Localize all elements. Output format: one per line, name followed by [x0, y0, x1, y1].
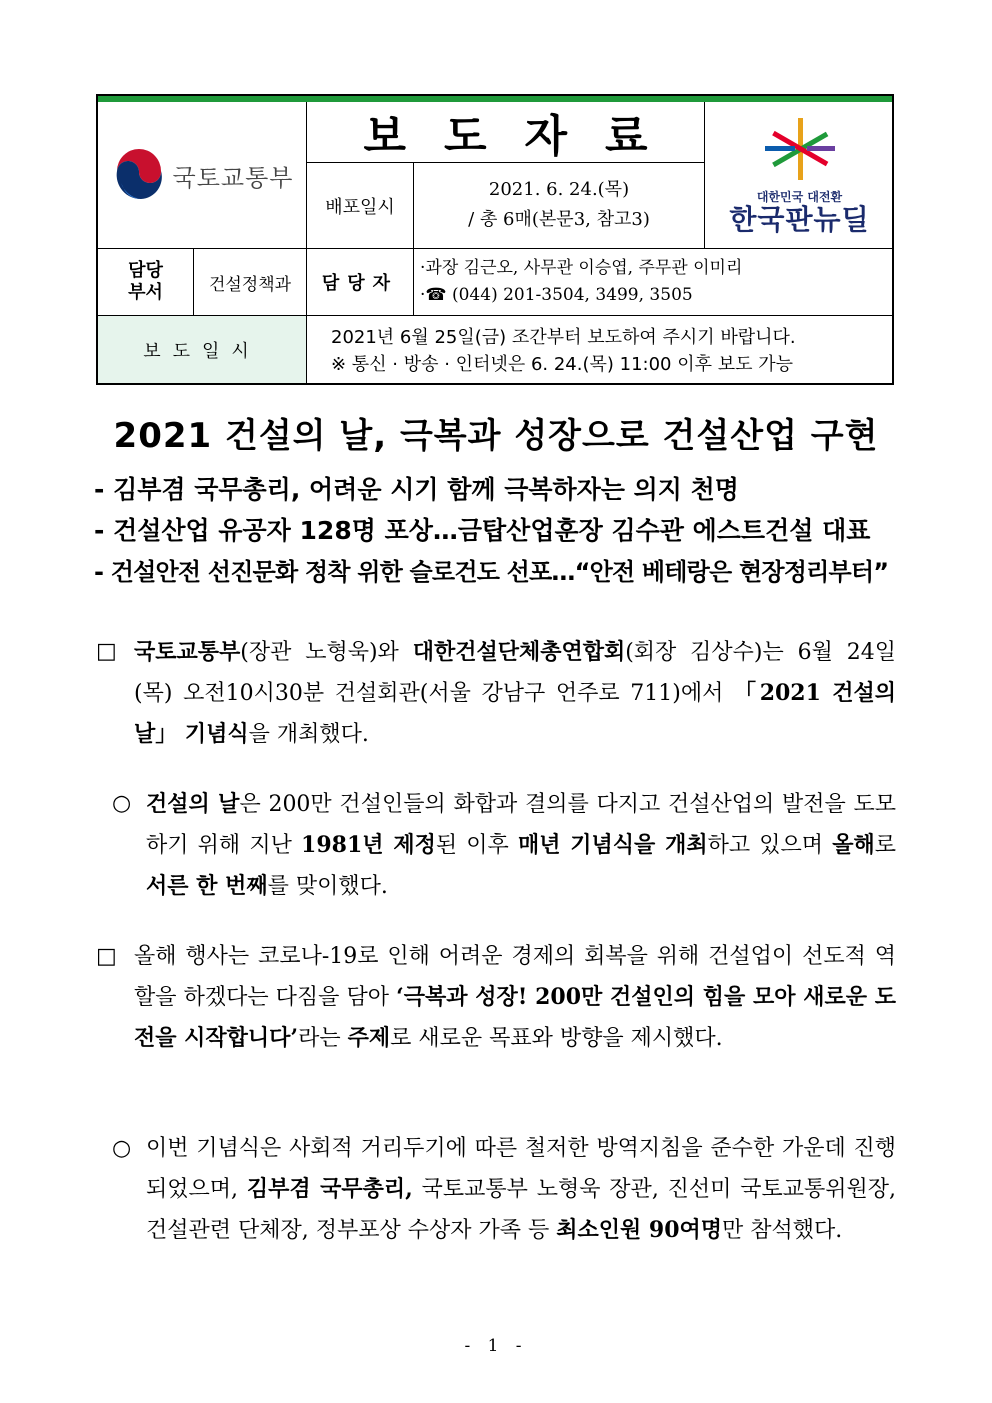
- paragraph-1: [96, 632, 896, 755]
- text: 라는: [298, 1026, 348, 1051]
- responsible-phone: ·☎ (044) 201-3504, 3499, 3505: [420, 285, 693, 305]
- responsible-label: 담당자: [321, 273, 399, 294]
- text: 하고 있으며: [707, 833, 833, 858]
- square-bullet: □: [96, 944, 117, 969]
- taegeuk-icon: [111, 147, 167, 203]
- department-label: [98, 249, 193, 315]
- korean-new-deal-logo: [705, 102, 894, 248]
- subtitle-3: - 건설안전 선진문화 정착 위한 슬로건도 선포…“안전 베테랑은 현장정리부터”: [94, 558, 889, 586]
- new-deal-subtitle: 대한민국 대전환: [756, 190, 843, 204]
- text: 김부겸 국무총리,: [246, 1176, 413, 1202]
- text: 「2021 건설의 날」 기념식: [134, 680, 896, 747]
- distribution-label: 배포일시: [325, 196, 395, 218]
- text: 국토교통부 노형욱 장관, 진선미 국토교통위원장, 건설관련 단체장, 정부포상 수상자 가족 등: [146, 1177, 896, 1243]
- text: 국토교통부: [134, 639, 241, 665]
- text: 올해: [832, 832, 875, 858]
- text: 서른 한 번째: [146, 873, 268, 899]
- responsible-names: ·과장 김근오, 사무관 이승엽, 주무관 이미리: [420, 258, 743, 278]
- distribution-date: 2021. 6. 24.(목): [488, 179, 630, 200]
- paragraph-2: [112, 784, 896, 907]
- text: 을 개최했다.: [248, 722, 369, 747]
- circle-bullet: ○: [112, 1136, 132, 1161]
- new-deal-emblem-icon: [765, 118, 835, 180]
- text: 로 새로운 목표와 방향을 제시했다.: [390, 1026, 723, 1051]
- text: 매년 기념식을 개최: [517, 832, 708, 858]
- press-release-title: 보도자료: [363, 111, 686, 162]
- text: 로: [874, 833, 896, 858]
- responsible-info: [414, 249, 894, 315]
- text: 된 이후: [435, 833, 518, 858]
- text: ‘극복과 성장! 200만 건설인의 힘을 모아 새로운 도전을 시작합니다’: [134, 984, 896, 1051]
- text: 올해 행사는 코로나-19로 인해 어려운 경제의 회복을 위해 건설업이 선도적 역할을 하겠다는 다짐을 담아: [134, 944, 896, 1010]
- subtitle-1: - 김부겸 국무총리, 어려운 시기 함께 극복하자는 의지 천명: [94, 475, 739, 504]
- text: 주제: [347, 1025, 391, 1051]
- release-label: 보도일시: [98, 316, 306, 383]
- ministry-logo: [98, 102, 306, 248]
- page-number: - 1 -: [464, 1336, 528, 1356]
- text: (장관 노형욱)와: [240, 640, 413, 665]
- text: (회장 김상수)는 6월 24일(목) 오전10시30분 건설회관(서울 강남구 언주로 711)에서: [134, 640, 896, 706]
- paragraph-4: [112, 1129, 896, 1251]
- text: 를 맞이했다.: [267, 874, 388, 899]
- paragraph-3: [96, 937, 896, 1059]
- circle-bullet: ○: [112, 791, 132, 816]
- ministry-name: 국토교통부: [172, 163, 294, 192]
- subtitle-2: - 건설산업 유공자 128명 포상…금탑산업훈장 김수관 에스트건설 대표: [94, 516, 871, 545]
- department-label-text: 담당 부서: [128, 260, 163, 303]
- distribution-pages: / 총 6매(본문3, 참고3): [468, 209, 650, 230]
- release-embargo: ※ 통신 · 방송 · 인터넷은 6. 24.(목) 11:00 이후 보도 가능: [331, 354, 794, 375]
- department-value: 건설정책과: [208, 274, 292, 295]
- headline: 2021 건설의 날, 극복과 성장으로 건설산업 구현: [113, 416, 879, 456]
- text: 최소인원 90여명: [556, 1217, 723, 1243]
- release-date: 2021년 6월 25일(금) 조간부터 보도하여 주시기 바랍니다.: [331, 327, 796, 348]
- text: 만 참석했다.: [722, 1218, 843, 1243]
- distribution-info: [414, 163, 704, 248]
- text: 1981년 제정: [301, 832, 436, 858]
- square-bullet: □: [96, 639, 117, 664]
- release-info: [307, 316, 894, 383]
- press-release-header: [96, 94, 894, 385]
- text: 건설의 날: [146, 791, 240, 817]
- new-deal-title: 한국판뉴딜: [729, 203, 870, 236]
- text: 이번 기념식은 사회적 거리두기에 따른 철저한 방역지침을 준수한 가운데 진행되었으며,: [146, 1136, 896, 1202]
- text: 은 200만 건설인들의 화합과 결의를 다지고 건설산업의 발전을 도모하기 위해 지난: [146, 792, 896, 858]
- text: 대한건설단체총연합회: [412, 639, 626, 665]
